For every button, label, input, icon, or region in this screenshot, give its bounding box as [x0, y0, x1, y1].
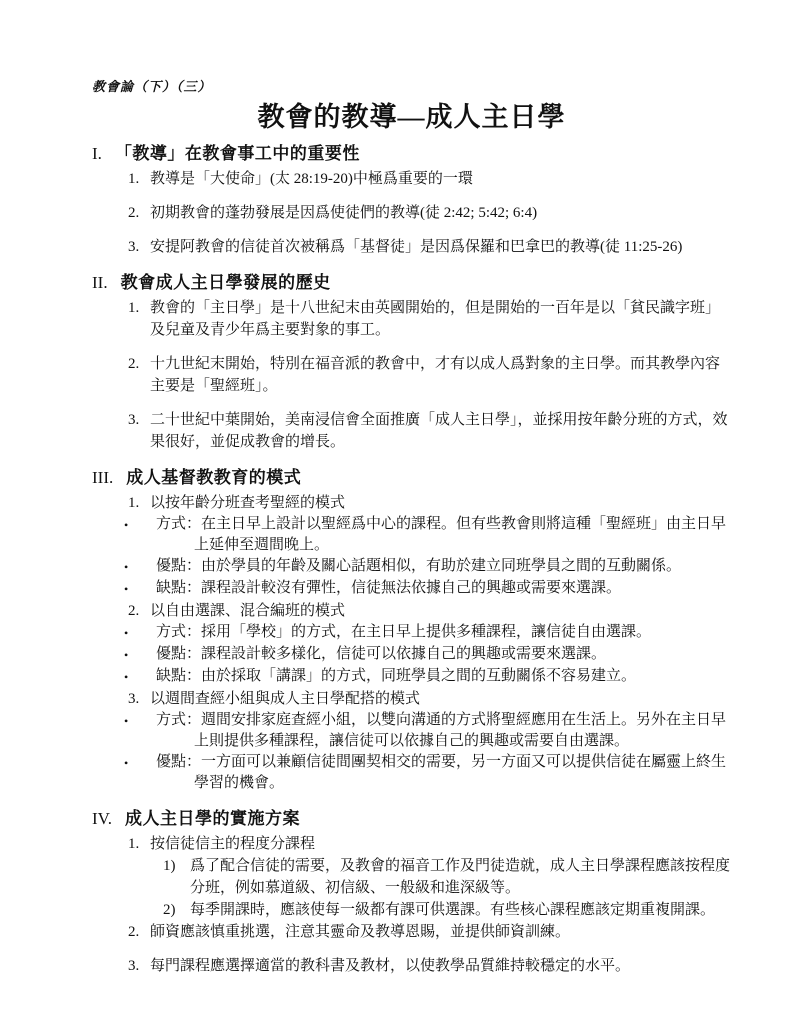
list-item [128, 236, 731, 258]
item-label: 3. [128, 412, 140, 428]
item-text: 優點：由於學員的年齡及關心話題相似，有助於建立同班學員之間的互動關係。 [156, 558, 682, 574]
list-item [128, 353, 731, 397]
section-i [92, 142, 731, 258]
item-text: 優點：一方面可以兼顧信徒間團契相交的需要，另一方面又可以提供信徒在屬靈上終生學習的機會。 [156, 754, 727, 791]
item-label: 1. [128, 495, 140, 511]
item-label: 2. [128, 356, 140, 372]
bullet-marker: • [124, 670, 129, 684]
item-label: 1. [128, 836, 140, 852]
item-label: 2. [128, 603, 140, 619]
list-item [163, 855, 731, 899]
item-text: 十九世紀末開始，特別在福音派的教會中，才有以成人爲對象的主日學。而其教學內容主要是「聖經班」。 [150, 356, 721, 394]
item-text: 每季開課時，應該使每一級都有課可供選課。有些核心課程應該定期重複開課。 [190, 902, 716, 918]
list-item [128, 921, 731, 943]
item-label: 1) [163, 858, 176, 874]
list-item [124, 710, 731, 752]
item-text: 缺點：由於採取「講課」的方式，同班學員之間的互動關係不容易建立。 [156, 668, 637, 684]
item-text: 初期教會的蓬勃發展是因爲使徒們的教導(徒 2:42; 5:42; 6:4) [150, 205, 538, 221]
section-iii [92, 466, 731, 794]
list-item [124, 752, 731, 794]
section-iv [92, 807, 731, 977]
section-items [92, 297, 731, 453]
bullet-marker: • [124, 626, 129, 640]
item-label: 3. [128, 958, 140, 974]
item-text: 以按年齡分班查考聖經的模式 [150, 495, 346, 511]
list-item [128, 600, 731, 622]
item-text: 以自由選課、混合編班的模式 [150, 603, 346, 619]
item-text: 方式：採用「學校」的方式，在主日早上提供多種課程，讓信徒自由選課。 [156, 624, 652, 640]
list-item [128, 202, 731, 224]
section-numeral: II. [92, 273, 108, 292]
sections-container [92, 142, 731, 977]
list-item [128, 833, 731, 855]
section-items [92, 492, 731, 794]
list-item [124, 578, 731, 600]
section-items [92, 168, 731, 258]
section-numeral: I. [92, 144, 102, 163]
item-label: 1. [128, 171, 140, 187]
section-numeral: III. [92, 468, 114, 487]
item-text: 方式：週間安排家庭查經小組，以雙向溝通的方式將聖經應用在生活上。另外在主日早上則提供多種課程，讓信徒可以依據自己的興趣或需要自由選課。 [156, 712, 727, 749]
list-item [163, 899, 731, 921]
bullet-marker: • [124, 560, 129, 574]
item-label: 2. [128, 924, 140, 940]
item-text: 每門課程應選擇適當的教科書及教材，以使教學品質維持較穩定的水平。 [150, 958, 631, 974]
item-label: 2. [128, 205, 140, 221]
section-heading [92, 466, 731, 490]
item-label: 3. [128, 691, 140, 707]
item-text: 以週間查經小組與成人主日學配搭的模式 [150, 691, 421, 707]
item-text: 二十世紀中葉開始，美南浸信會全面推廣「成人主日學」，並採用按年齡分班的方式，效果很好，並促成教會的增長。 [150, 412, 728, 450]
item-text: 爲了配合信徒的需要，及教會的福音工作及門徒造就，成人主日學課程應該按程度分班，例如慕道級、初信級、一般級和進深級等。 [190, 858, 731, 896]
list-item [128, 168, 731, 190]
list-item [124, 556, 731, 578]
item-text: 教會的「主日學」是十八世紀末由英國開始的，但是開始的一百年是以「貧民識字班」及兒童及青少年爲主要對象的事工。 [150, 300, 721, 338]
bullet-marker: • [124, 714, 129, 728]
list-item [128, 297, 731, 341]
page-title: 教會的教導—成人主日學 [257, 102, 566, 132]
section-title: 教會成人主日學發展的歷史 [120, 273, 331, 292]
section-ii [92, 271, 731, 453]
section-items [92, 833, 731, 977]
list-item [128, 492, 731, 514]
list-item [128, 688, 731, 710]
list-item [128, 409, 731, 453]
item-text: 安提阿教會的信徒首次被稱爲「基督徒」是因爲保羅和巴拿巴的教導(徒 11:25-26) [150, 239, 683, 255]
item-text: 缺點：課程設計較沒有彈性，信徒無法依據自己的興趣或需要來選課。 [156, 580, 622, 596]
bullet-marker: • [124, 648, 129, 662]
item-label: 1. [128, 300, 140, 316]
item-text: 師資應該慎重挑選，注意其靈命及教導恩賜，並提供師資訓練。 [150, 924, 571, 940]
item-text: 優點：課程設計較多樣化，信徒可以依據自己的興趣或需要來選課。 [156, 646, 607, 662]
item-label: 3. [128, 239, 140, 255]
section-title: 成人主日學的實施方案 [125, 809, 300, 828]
item-text: 按信徒信主的程度分課程 [150, 836, 316, 852]
list-item [124, 666, 731, 688]
section-heading [92, 807, 731, 831]
bullet-marker: • [124, 582, 129, 596]
list-item [124, 622, 731, 644]
item-text: 教導是「大使命」(太 28:19-20)中極爲重要的一環 [150, 171, 473, 187]
section-heading [92, 142, 731, 166]
bullet-marker: • [124, 518, 129, 532]
bullet-marker: • [124, 756, 129, 770]
section-title: 成人基督教教育的模式 [126, 468, 302, 487]
doc-series-header: 教會論（下）（三） [92, 79, 212, 94]
section-title: 「教導」在教會事工中的重要性 [114, 144, 360, 163]
section-numeral: IV. [92, 809, 112, 828]
list-item [128, 955, 731, 977]
list-item [124, 644, 731, 666]
item-text: 方式：在主日早上設計以聖經爲中心的課程。但有些教會則將這種「聖經班」由主日早上延伸至週間晚上。 [156, 516, 727, 553]
item-label: 2) [163, 902, 176, 918]
list-item [124, 514, 731, 556]
section-heading [92, 271, 731, 295]
